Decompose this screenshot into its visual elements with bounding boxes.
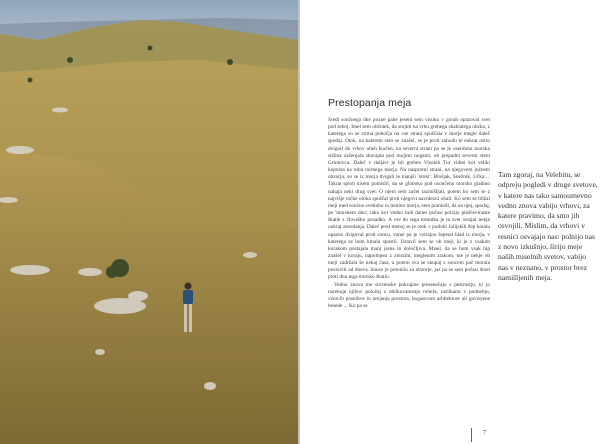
body-text [328, 117, 490, 310]
page-number-rule [471, 428, 472, 442]
text-page [300, 0, 600, 444]
body-paragraph: Vedno znova me slovenske pokrajine presenečajo s pestrostjo, ki jo narekuje njihov položaj z obilkovanostjo reliefa, razlikami v podnebju, vzorcih poselitve in urejanja prostora, bogastvom arhitekture ali govorjene besede ... Ko pa se [328, 281, 490, 310]
chapter-title: Prestopanja meja [328, 97, 412, 109]
pull-quote: Tam zgoraj, na Velebitu, se odpreju pogledi v druge svetove, v katere nas tako samoumevno vedno znova vabijo vrhovi, za katere pravimo, da smo jih osvojili. Mislim, da vrhovi v resnici osvajajo nas: polnijo nas z novo izkušnjo, širijo meje naših miselnih svetov, vabijo nas v neznano, v prostor brez namišljenih meja. [498, 170, 598, 282]
page-number: 7 [483, 429, 487, 436]
body-paragraph: Sredi sončnega dne pozne pabe jeseni sem visoko v gorah opazoval svet pod seboj. Imel sem občutek, da stojim na vrhu grebega skalnatega obzka, z katerega so se strma pobočja na vse strani spuščala v morje megle daleč spodaj. Otok, na katerem sem se znašel, se je proti zahodu le enkrat ostro dvignil do vrhov obeh Kočen, na severni strani pa se je osenčena morska stišina začenjala skorajda pod mojimi nogami, ob prepadni severni steni Grintovca. Daleč v daljavi je bil greben Visokih Tur videti kot veliki kopniza na robu mirnega morja. Na nasprotni strani, na njegovem južnem obzorju, so se iz morja dvigali le manjši 'otoki': Blošjak, Snežnik, Učka ... Takrat sploh nisem pomislil, da se globoko pod osončeno morsko gladino nahaja neki drug svet. O njem sem začel razmišljati, potem ko sem se z najvišje točke otoka spuščal proti njegovi navidezni obali. Ko sem se bližal meji med sončno svetlobo in temino morja, sem pomislil, da na njej, spodaj, po 'morskem dnu', tako kot vedno tudi danes počasi polzijo ploščevinaste škatle s človeško posadko. A vse do tega trenutka je ta svet ostajal nekje onkraj zavedanja. Daleč pred menoj se je otok v podobi Julijskih Alp kmalu opazno dvigoval proti soncu, vame pa je vztrajno šepetal hlad iz morja, v katerega se bom kmalu spustil. Ustavil sem se ob meji, ki je z vsakim korakom postajala manj jasna in določljiva. Misel, da se bom vsak hip znašel v koraju, napolnjeni z zmrzim, meglenim zrakom, me je nekje ob meji zadržala še nekaj časa, a potem sva se skupaj s soncem pač morala posloviti od dneva. Sonce je potonilo za obzorje, jaz pa se sem počasi drsel proti dnu tega morsko škatlo. [328, 117, 490, 281]
mountain-landscape-photo [0, 0, 298, 444]
